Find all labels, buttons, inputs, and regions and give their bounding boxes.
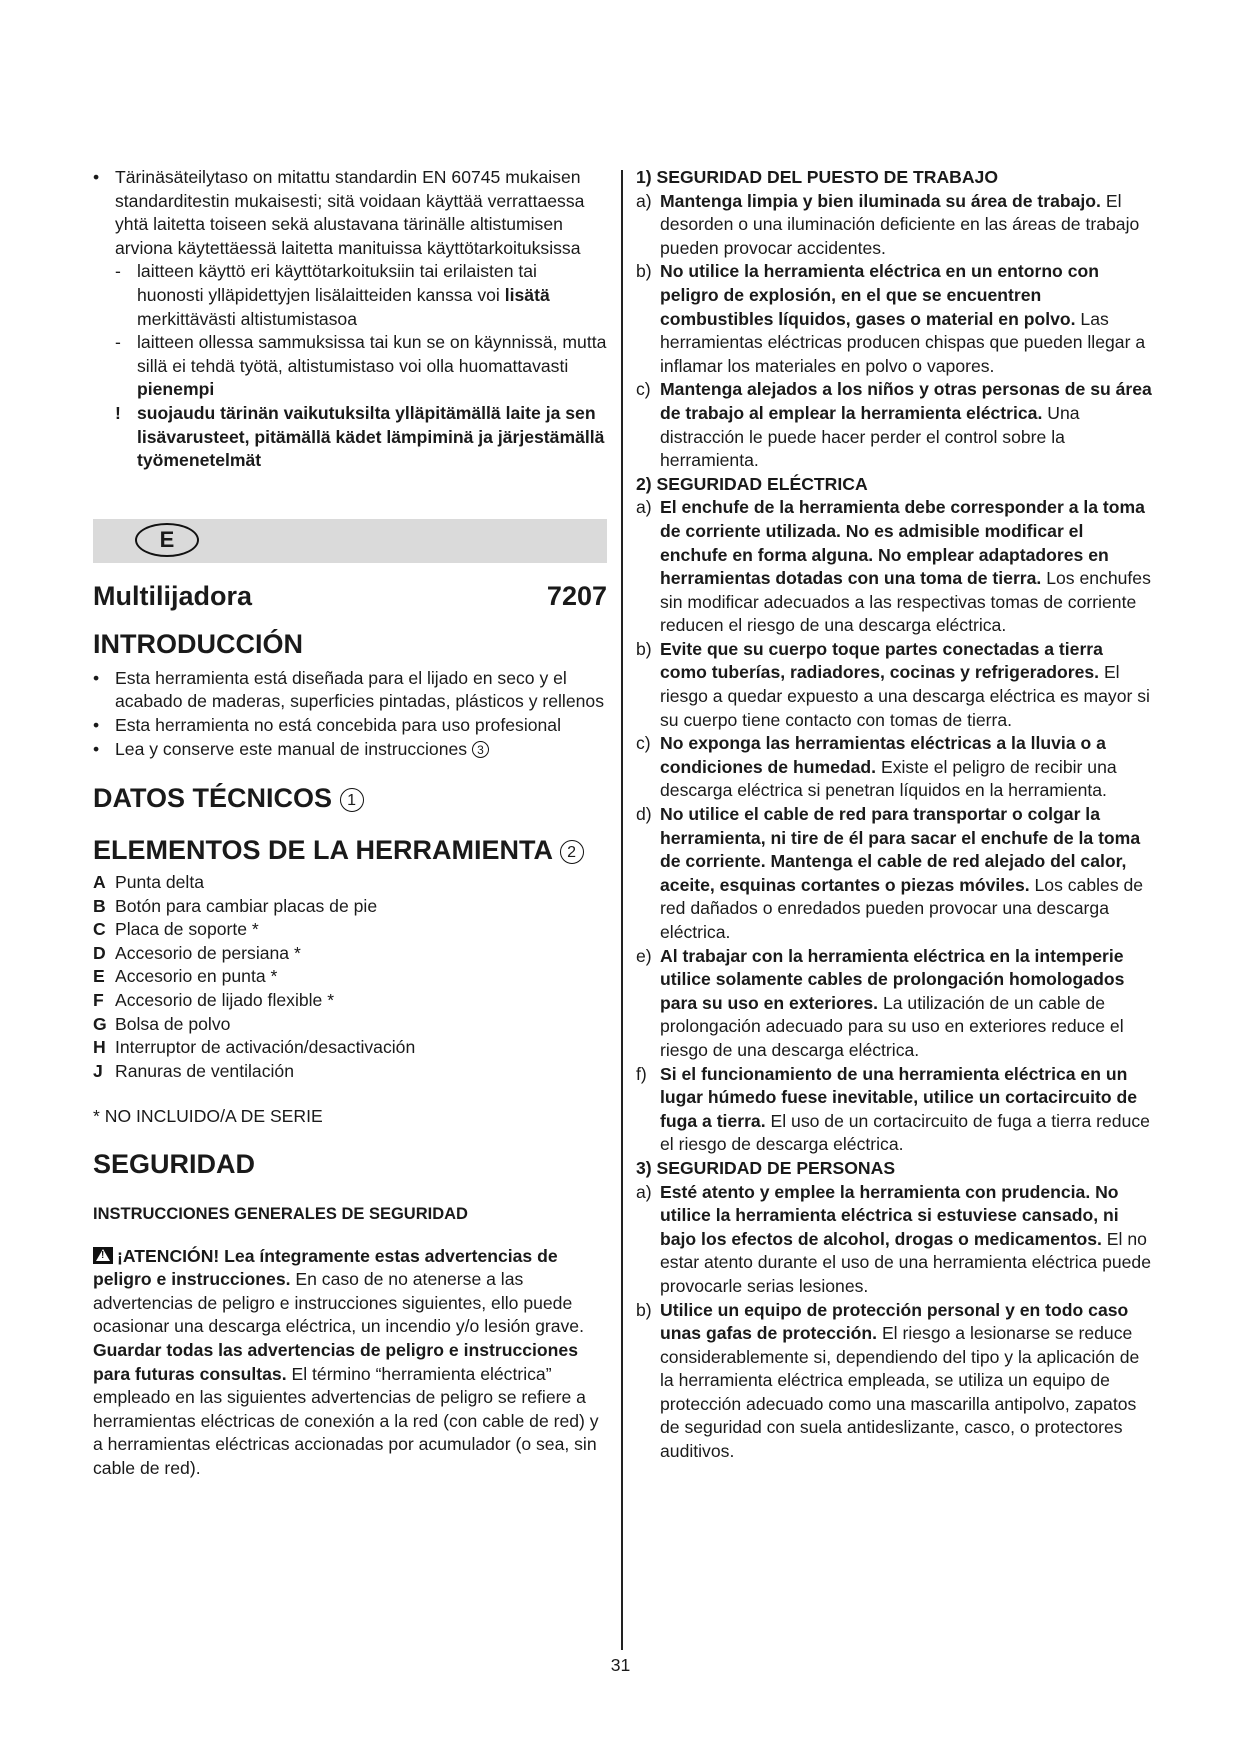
intro-heading: INTRODUCCIÓN xyxy=(93,628,303,659)
part-item: F Accesorio de lijado flexible * xyxy=(93,990,335,1011)
intro-item: • Lea y conserve este manual de instrucciones 3 xyxy=(93,738,607,762)
safety-item: b) No utilice la herramienta eléctrica en un entorno con peligro de explosión, en el que se encuentren combustibles líquidos, gases o material en polvo. Las herramientas eléctricas producen chispas que pueden llegar a inflamar los materiales en polvo o vapores. xyxy=(636,261,1146,376)
section-heading: 2) SEGURIDAD ELÉCTRICA xyxy=(636,473,868,494)
safety-item: d) No utilice el cable de red para transportar o colgar la herramienta, ni tire de él para sacar el enchufe de la toma de corriente. Mantenga el cable de red alejado del calor, aceite, esquinas cortantes o piezas móviles. Los cables de red dañados o enredados pueden provocar una descarga eléctrica. xyxy=(636,804,1144,942)
page-number: 31 xyxy=(610,1655,631,1675)
safety-item: e) Al trabajar con la herramienta eléctrica en la intemperie utilice solamente cables de prolongación homologados para su uso en exteriores. La utilización de un cable de prolongación adecuado para su uso en exteriores reduce el riesgo de una descarga eléctrica. xyxy=(636,945,1125,1060)
warning-triangle-icon xyxy=(93,1247,113,1264)
elementos-heading: ELEMENTOS DE LA HERRAMIENTA 2 xyxy=(93,833,607,867)
part-item: H Interruptor de activación/desactivación xyxy=(93,1037,416,1058)
not-included-note: * NO INCLUIDO/A DE SERIE xyxy=(93,1106,323,1127)
part-item: J Ranuras de ventilación xyxy=(93,1060,294,1081)
part-item: A Punta delta xyxy=(93,872,205,893)
safety-item: c) No exponga las herramientas eléctricas a la lluvia o a condiciones de humedad. Existe el peligro de recibir una descarga eléctrica si penetran líquidos en la herramienta. xyxy=(636,733,1117,801)
safety-item: a) El enchufe de la herramienta debe corresponder a la toma de corriente utilizada. No es admisible modificar el enchufe en forma alguna. No emplear adaptadores en herramientas dotadas con una toma de tierra. Los enchufes sin modificar adecuados a las respectivas tomas de corriente reducen el riesgo de una descarga eléctrica. xyxy=(636,497,1151,636)
section-heading: 1) SEGURIDAD DEL PUESTO DE TRABAJO xyxy=(636,167,999,187)
figure-ref: 3 xyxy=(472,741,489,758)
figure-ref: 1 xyxy=(340,788,364,812)
datos-heading: DATOS TÉCNICOS 1 xyxy=(93,781,607,815)
safety-item: a) Esté atento y emplee la herramienta con prudencia. No utilice la herramienta eléctrica si estuviese cansado, ni bajo los efectos de alcohol, drogas o medicamentos. El no estar atento durante el uso de una herramienta eléctrica puede provocarle serias lesiones. xyxy=(636,1181,1151,1296)
safety-item: f) Si el funcionamiento de una herramienta eléctrica en un lugar húmedo fuese inevitable, utilice un cortacircuito de fuga a tierra. El uso de un cortacircuito de fuga a tierra reduce el riesgo de descarga eléctrica. xyxy=(636,1063,1150,1155)
part-item: E Accesorio en punta * xyxy=(93,966,278,987)
language-badge: E xyxy=(135,523,199,557)
figure-ref: 2 xyxy=(560,840,584,864)
part-item: B Botón para cambiar placas de pie xyxy=(93,895,378,916)
part-item: C Placa de soporte * xyxy=(93,919,259,940)
instrucciones-heading: INSTRUCCIONES GENERALES DE SEGURIDAD xyxy=(93,1205,468,1224)
left-column xyxy=(93,166,607,1481)
part-item: D Accesorio de persiana * xyxy=(93,942,301,963)
safety-item: a) Mantenga limpia y bien iluminada su área de trabajo. El desorden o una iluminación deficiente en las áreas de trabajo pueden provocar accidentes. xyxy=(636,190,1140,258)
safety-item: b) Evite que su cuerpo toque partes conectadas a tierra como tuberías, radiadores, cocinas y refrigeradores. El riesgo a quedar expuesto a una descarga eléctrica es mayor si su cuerpo tiene contacto con tomas de tierra. xyxy=(636,638,1150,730)
fi-warning-item: ! suojaudu tärinän vaikutuksilta ylläpitämällä laite ja sen lisävarusteet, pitämällä kädet lämpiminä ja järjestämällä työmenetelmät xyxy=(115,402,605,471)
column-divider xyxy=(621,170,623,1650)
part-item: G Bolsa de polvo xyxy=(93,1013,231,1034)
general-warning: !¡ATENCIÓN! Lea íntegramente estas advertencias de peligro e instrucciones. En caso de no atenerse a las advertencias de peligro e instrucciones siguientes, ello puede ocasionar una descarga eléctrica, un incendio y/o lesión grave. Guardar todas las advertencias de peligro e instrucciones para futuras consultas. El término “herramienta eléctrica” empleado en las siguientes advertencias de peligro se refiere a herramientas eléctricas de conexión a la red (con cable de red) y a herramientas eléctricas accionadas por acumulador (o sea, sin cable de red). xyxy=(93,1245,607,1481)
safety-item: b) Utilice un equipo de protección personal y en todo caso unas gafas de protección. El riesgo a lesionarse se reduce considerablemente si, dependiendo del tipo y la aplicación de la herramienta eléctrica empleada, se utiliza un equipo de protección adecuado como una mascarilla antipolvo, zapatos de seguridad con suela antideslizante, casco, o protectores auditivos. xyxy=(636,1299,1140,1462)
product-title-row xyxy=(93,579,607,613)
safety-item: c) Mantenga alejados a los niños y otras personas de su área de trabajo al emplear la herramienta eléctrica. Una distracción le puede hacer perder el control sobre la herramienta. xyxy=(636,379,1152,471)
parts-list xyxy=(93,871,607,1083)
seguridad-heading: SEGURIDAD xyxy=(93,1149,256,1180)
product-name: Multilijadora xyxy=(93,580,253,611)
fi-sub-item: - laitteen käyttö eri käyttötarkoituksiin tai erilaisten tai huonosti ylläpidettyjen lisälaitteiden kanssa voi lisätä merkittävästi altistumistasoa xyxy=(115,261,550,329)
intro-item: • Esta herramienta no está concebida para uso profesional xyxy=(93,714,561,735)
product-code: 7207 xyxy=(546,580,607,611)
section-heading: 3) SEGURIDAD DE PERSONAS xyxy=(636,1157,896,1178)
fi-sub-item: - laitteen ollessa sammuksissa tai kun se on käynnissä, mutta sillä ei tehdä työtä, altistumistaso voi olla huomattavasti pienempi xyxy=(115,332,607,400)
language-bar xyxy=(93,519,607,563)
right-column xyxy=(636,166,1154,1464)
intro-item: • Esta herramienta está diseñada para el lijado en seco y el acabado de maderas, superficies pintadas, plásticos y rellenos xyxy=(93,667,604,712)
fi-bullet: • Tärinäsäteilytaso on mitattu standardin EN 60745 mukaisen standarditestin mukaisesti; sitä voidaan käyttää verrattaessa yhtä laitetta toiseen sekä alustavana tärinälle altistumisen arviona käytettäessä laitetta manituissa käyttötarkoituksissa xyxy=(93,167,585,258)
